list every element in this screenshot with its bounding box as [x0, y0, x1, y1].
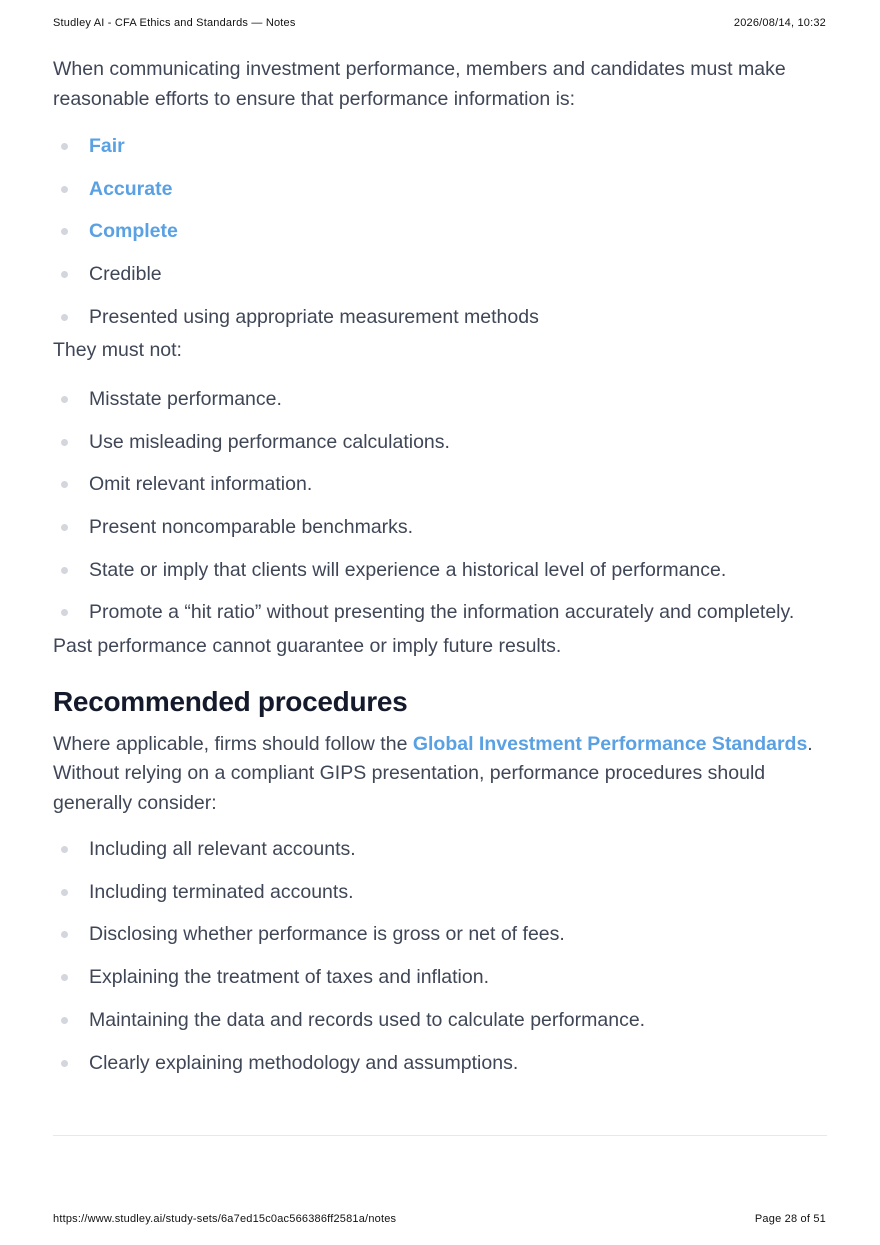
print-header-datetime: 2026/08/14, 10:32 [733, 17, 826, 29]
bullet-icon [61, 271, 68, 278]
notes-content [53, 55, 827, 1091]
gips-paragraph-tail: . Without relying on a compliant GIPS presentation, performance procedures should generally consider: [53, 732, 813, 814]
list-item [53, 175, 827, 218]
list-item [53, 132, 827, 175]
list-item [53, 920, 827, 963]
list-item-text: Credible [89, 263, 162, 286]
bullet-icon [61, 1060, 68, 1067]
must-not-list [53, 385, 827, 641]
list-item [53, 260, 827, 303]
bullet-icon [61, 846, 68, 853]
section-heading: Recommended procedures [53, 685, 408, 717]
bullet-icon [61, 396, 68, 403]
list-item-text: Promote a “hit ratio” without presenting the information accurately and completely. [89, 601, 795, 624]
list-item-text: Present noncomparable benchmarks. [89, 516, 414, 538]
print-footer-url: https://www.studley.ai/study-sets/6a7ed15c0ac566386ff2581a/notes [53, 1213, 397, 1225]
procedures-list [53, 835, 827, 1091]
list-item [53, 428, 827, 471]
list-item-text: Including terminated accounts. [89, 880, 354, 903]
gips-paragraph [53, 730, 827, 819]
list-item [53, 470, 827, 513]
list-item-text: Presented using appropriate measurement methods [89, 305, 539, 328]
list-item-text: Misstate performance. [89, 387, 282, 410]
list-item-text: Including all relevant accounts. [89, 838, 356, 861]
must-be-list [53, 132, 827, 345]
print-footer-page: Page 28 of 51 [754, 1213, 826, 1225]
list-item [53, 513, 827, 556]
gips-paragraph-lead: Where applicable, firms should follow the [53, 732, 413, 755]
bullet-icon [61, 439, 68, 446]
list-item-text: Accurate [89, 177, 173, 200]
list-item [53, 835, 827, 878]
footer-divider [53, 1135, 827, 1136]
must-not-intro: They must not: [53, 339, 182, 362]
bullet-icon [61, 567, 68, 574]
list-item [53, 303, 827, 346]
bullet-icon [61, 974, 68, 981]
list-item-text: State or imply that clients will experience a historical level of performance. [89, 558, 727, 581]
bullet-icon [61, 609, 68, 616]
list-item [53, 556, 827, 599]
past-performance-paragraph: Past performance cannot guarantee or imply future results. [53, 635, 562, 658]
list-item [53, 598, 827, 641]
gips-link[interactable]: Global Investment Performance Standards [412, 732, 808, 755]
list-item [53, 217, 827, 260]
list-item-text: Complete [89, 220, 178, 243]
list-item-text: Explaining the treatment of taxes and inflation. [89, 966, 489, 989]
list-item [53, 963, 827, 1006]
bullet-icon [61, 1017, 68, 1024]
bullet-icon [61, 186, 68, 193]
intro-paragraph: When communicating investment performance, members and candidates must make reasonable efforts to ensure that performance information is: [53, 58, 786, 110]
list-item [53, 878, 827, 921]
list-item-text: Maintaining the data and records used to calculate performance. [89, 1008, 646, 1031]
list-item-text: Fair [89, 135, 125, 157]
list-item-text: Clearly explaining methodology and assumptions. [89, 1051, 519, 1074]
bullet-icon [61, 931, 68, 938]
bullet-icon [61, 481, 68, 488]
list-item-text: Disclosing whether performance is gross or net of fees. [89, 923, 565, 946]
bullet-icon [61, 889, 68, 896]
list-item [53, 1049, 827, 1092]
bullet-icon [61, 524, 68, 531]
print-header-title: Studley AI - CFA Ethics and Standards — Notes [53, 17, 296, 29]
bullet-icon [61, 143, 68, 150]
list-item [53, 1006, 827, 1049]
bullet-icon [61, 314, 68, 321]
list-item-text: Omit relevant information. [89, 473, 313, 496]
list-item-text: Use misleading performance calculations. [89, 430, 450, 453]
bullet-icon [61, 228, 68, 235]
list-item [53, 385, 827, 428]
